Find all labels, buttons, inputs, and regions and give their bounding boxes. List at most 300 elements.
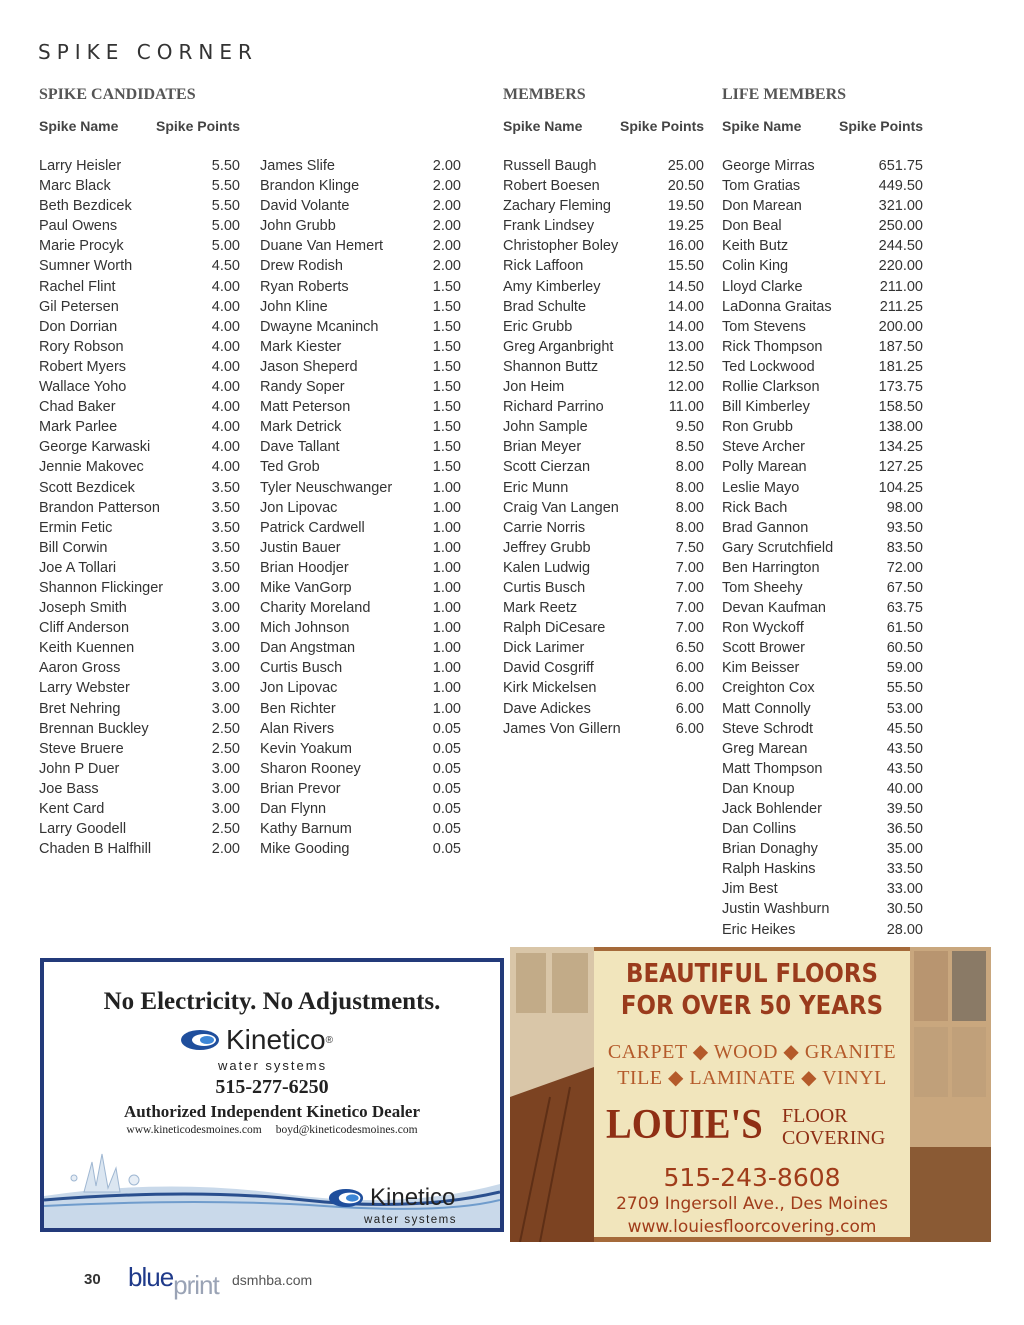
kinetico-logo-bottom (328, 1184, 455, 1212)
spike-points: 6.00 (675, 660, 704, 677)
list-item (503, 478, 704, 498)
list-item (503, 598, 704, 618)
list-item (39, 216, 240, 236)
spike-name: Tyler Neuschwanger (260, 479, 393, 496)
spike-name: Scott Cierzan (503, 459, 591, 476)
list-item (260, 478, 461, 498)
list-item (722, 879, 923, 899)
spike-points: 1.50 (432, 278, 461, 295)
spike-name: Russell Baugh (503, 158, 597, 174)
spike-points: 36.50 (886, 821, 923, 838)
spike-points: 13.00 (667, 338, 704, 355)
spike-points: 4.00 (211, 459, 240, 476)
spike-name: Chad Baker (39, 399, 116, 416)
spike-name: Mark Kiester (260, 338, 342, 355)
spike-name: Dan Knoup (722, 780, 795, 797)
kinetico-brand-bottom: Kinetico (370, 1184, 456, 1211)
spike-name: John Grubb (260, 218, 336, 235)
spike-name: Steve Bruere (39, 740, 124, 757)
spike-points: 449.50 (878, 178, 923, 195)
spike-points: 1.50 (432, 358, 461, 375)
spike-points: 3.00 (211, 620, 240, 637)
spike-points: 4.00 (211, 379, 240, 396)
list-item (722, 759, 923, 779)
kinetico-contact (44, 1124, 500, 1136)
list-item (722, 538, 923, 558)
spike-name: Alan Rivers (260, 720, 335, 737)
spike-name: James Von Gillern (503, 720, 621, 737)
spike-name: Bill Corwin (39, 539, 108, 556)
kinetico-brand: Kinetico (226, 1024, 326, 1055)
members-name-header: Spike Name (503, 118, 583, 134)
spike-name: Mich Johnson (260, 620, 350, 637)
spike-name: Matt Peterson (260, 399, 351, 416)
spike-points: 2.00 (432, 198, 461, 215)
spike-points: 1.00 (432, 479, 461, 496)
list-item (39, 196, 240, 216)
list-item (722, 618, 923, 638)
spike-points: 4.50 (211, 258, 240, 275)
list-item (722, 196, 923, 216)
spike-name: Gary Scrutchfield (722, 539, 834, 556)
spike-points: 1.00 (432, 519, 461, 536)
spike-points: 2.00 (211, 841, 240, 858)
spike-name: Carrie Norris (503, 519, 586, 536)
spike-points: 1.00 (432, 600, 461, 617)
spike-points: 0.05 (432, 821, 461, 838)
spike-points: 3.00 (211, 660, 240, 677)
spike-name: Christopher Boley (503, 238, 619, 255)
list-item (260, 377, 461, 397)
spike-points: 60.50 (886, 640, 923, 657)
spike-name: Don Marean (722, 198, 802, 215)
louies-name: LOUIE'S (606, 1102, 763, 1148)
spike-points: 138.00 (878, 419, 923, 436)
spike-name: Beth Bezdicek (39, 198, 132, 215)
spike-name: Ermin Fetic (39, 519, 113, 536)
list-item (39, 457, 240, 477)
spike-points: 1.00 (432, 499, 461, 516)
spike-name: George Karwaski (39, 439, 151, 456)
list-item (722, 357, 923, 377)
spike-name: Jeffrey Grubb (503, 539, 591, 556)
list-item (260, 176, 461, 196)
spike-points: 1.00 (432, 660, 461, 677)
spike-name: Bret Nehring (39, 700, 121, 717)
louies-phone: 515-243-8608 (663, 1163, 841, 1192)
list-item (722, 920, 923, 940)
spike-points: 7.00 (675, 600, 704, 617)
list-item (722, 638, 923, 658)
spike-points: 3.50 (211, 559, 240, 576)
spike-name: Rollie Clarkson (722, 379, 820, 396)
list-item (260, 839, 461, 859)
spike-points: 72.00 (886, 559, 923, 576)
spike-points: 7.00 (675, 559, 704, 576)
spike-points: 2.00 (432, 258, 461, 275)
list-item (39, 397, 240, 417)
spike-name: Richard Parrino (503, 399, 604, 416)
spike-points: 20.50 (667, 178, 704, 195)
list-item (39, 236, 240, 256)
spike-points: 8.00 (675, 519, 704, 536)
list-item (722, 578, 923, 598)
spike-points: 3.00 (211, 680, 240, 697)
list-item (260, 437, 461, 457)
list-item (39, 297, 240, 317)
spike-name: Ted Grob (260, 459, 320, 476)
list-item (503, 457, 704, 477)
list-item (503, 377, 704, 397)
spike-name: Kirk Mickelsen (503, 680, 597, 697)
list-item (722, 437, 923, 457)
list-item (39, 256, 240, 276)
list-item (503, 538, 704, 558)
list-item (503, 317, 704, 337)
list-item (39, 618, 240, 638)
list-item (503, 719, 704, 739)
spike-points: 19.25 (667, 218, 704, 235)
spike-points: 11.00 (668, 399, 704, 416)
spike-name: Mike VanGorp (260, 579, 352, 596)
list-item (260, 256, 461, 276)
kinetico-ad[interactable] (40, 958, 504, 1232)
kinetico-swirl-icon (180, 1029, 220, 1051)
list-item (39, 699, 240, 719)
list-item (260, 236, 461, 256)
kinetico-email-link[interactable]: boyd@kineticodesmoines.com (275, 1124, 418, 1136)
spike-points: 6.50 (675, 640, 704, 657)
spike-name: Steve Schrodt (722, 720, 814, 737)
spike-points: 14.00 (667, 318, 704, 335)
spike-name: Don Dorrian (39, 318, 118, 335)
spike-points: 1.50 (432, 338, 461, 355)
list-item (722, 176, 923, 196)
spike-points: 3.50 (211, 499, 240, 516)
list-item (503, 658, 704, 678)
list-item (260, 598, 461, 618)
spike-points: 93.50 (886, 519, 923, 536)
spike-name: Jon Lipovac (260, 499, 338, 516)
spike-points: 83.50 (886, 539, 923, 556)
spike-name: Tom Gratias (722, 178, 801, 195)
spike-name: Dwayne Mcaninch (260, 318, 379, 335)
spike-points: 40.00 (886, 780, 923, 797)
spike-points: 4.00 (211, 399, 240, 416)
spike-points: 3.00 (211, 600, 240, 617)
list-item (39, 277, 240, 297)
spike-name: Dick Larimer (503, 640, 585, 657)
spike-name: Jack Bohlender (722, 801, 822, 817)
spike-name: Greg Arganbright (503, 338, 614, 355)
list-item (503, 699, 704, 719)
spike-name: Brandon Klinge (260, 178, 360, 195)
list-item (722, 256, 923, 276)
spike-points: 3.00 (211, 760, 240, 777)
spike-name: Don Beal (722, 218, 782, 235)
list-item (39, 658, 240, 678)
spike-name: Scott Bezdicek (39, 479, 135, 496)
spike-points: 211.25 (879, 298, 923, 315)
spike-name: Craig Van Langen (503, 499, 619, 516)
list-item (722, 779, 923, 799)
louies-floor: FLOOR (782, 1105, 848, 1127)
spike-name: Rick Laffoon (503, 258, 584, 275)
spike-points: 0.05 (432, 841, 461, 858)
spike-points: 1.50 (432, 298, 461, 315)
spike-name: Bill Kimberley (722, 399, 810, 416)
spike-name: David Cosgriff (503, 660, 594, 677)
spike-name: David Volante (260, 198, 350, 215)
members-points-header: Spike Points (620, 118, 705, 134)
life-members-title: LIFE MEMBERS (722, 86, 847, 103)
life-members-list (722, 156, 923, 940)
spike-points: 6.00 (675, 680, 704, 697)
spike-points: 5.50 (211, 178, 240, 195)
spike-points: 250.00 (878, 218, 923, 235)
spike-points: 2.00 (432, 218, 461, 235)
list-item (503, 176, 704, 196)
spike-points: 1.50 (432, 439, 461, 456)
list-item (39, 518, 240, 538)
spike-points: 14.00 (667, 298, 704, 315)
list-item (260, 799, 461, 819)
logo-blue-text: blue (128, 1262, 174, 1292)
spike-points: 43.50 (886, 760, 923, 777)
members-title: MEMBERS (503, 86, 586, 103)
spike-points: 3.50 (211, 539, 240, 556)
candidates-list-b (260, 156, 461, 859)
spike-name: Curtis Busch (503, 579, 586, 596)
spike-name: Brad Schulte (503, 298, 587, 315)
spike-name: Larry Goodell (39, 821, 127, 838)
candidates-name-header: Spike Name (39, 118, 119, 134)
list-item (39, 759, 240, 779)
list-item (722, 699, 923, 719)
list-item (260, 658, 461, 678)
spike-points: 4.00 (211, 298, 240, 315)
spike-points: 4.00 (211, 439, 240, 456)
spike-points: 8.50 (675, 439, 704, 456)
list-item (722, 337, 923, 357)
spike-name: Leslie Mayo (722, 479, 800, 496)
list-item (260, 277, 461, 297)
spike-points: 211.00 (879, 278, 923, 295)
spike-name: Gil Petersen (39, 298, 119, 315)
spike-points: 1.50 (432, 318, 461, 335)
spike-name: Steve Archer (722, 439, 806, 456)
list-item (39, 377, 240, 397)
list-item (722, 317, 923, 337)
list-item (39, 598, 240, 618)
list-item (722, 216, 923, 236)
kinetico-website-link[interactable]: www.kineticodesmoines.com (126, 1124, 262, 1136)
list-item (39, 498, 240, 518)
list-item (39, 799, 240, 819)
spike-points: 1.00 (432, 640, 461, 657)
list-item (503, 297, 704, 317)
spike-points: 12.00 (667, 379, 704, 396)
list-item (503, 578, 704, 598)
spike-name: Polly Marean (722, 459, 807, 476)
list-item (39, 176, 240, 196)
spike-points: 3.50 (211, 479, 240, 496)
spike-name: Kalen Ludwig (503, 559, 591, 576)
spike-points: 7.00 (675, 579, 704, 596)
spike-name: Drew Rodish (260, 258, 343, 275)
list-item (722, 558, 923, 578)
spike-name: Keith Butz (722, 238, 789, 255)
spike-name: Aaron Gross (39, 660, 121, 677)
spike-name: John Sample (503, 419, 588, 436)
spike-name: Brennan Buckley (39, 720, 149, 737)
list-item (260, 719, 461, 739)
spike-name: Rick Thompson (722, 338, 823, 355)
list-item (39, 779, 240, 799)
spike-name: Creighton Cox (722, 680, 815, 697)
spike-name: Charity Moreland (260, 600, 371, 617)
list-item (503, 638, 704, 658)
kinetico-dealer: Authorized Independent Kinetico Dealer (123, 1102, 421, 1121)
louies-website-link[interactable]: www.louiesfloorcovering.com (627, 1217, 877, 1237)
spike-name: Brian Prevor (260, 780, 341, 797)
spike-name: Larry Heisler (39, 158, 122, 174)
spike-name: Matt Connolly (722, 700, 811, 717)
spike-name: Sharon Rooney (260, 760, 361, 777)
list-item (503, 196, 704, 216)
list-item (260, 538, 461, 558)
spike-points: 59.00 (886, 660, 923, 677)
spike-name: Eric Munn (503, 479, 569, 496)
list-item (722, 799, 923, 819)
spike-points: 200.00 (878, 318, 923, 335)
spike-points: 43.50 (886, 740, 923, 757)
spike-name: Brian Meyer (503, 439, 582, 456)
spike-name: Jon Lipovac (260, 680, 338, 697)
spike-points: 2.00 (432, 158, 461, 174)
list-item (260, 156, 461, 176)
list-item (503, 236, 704, 256)
spike-points: 3.00 (211, 700, 240, 717)
list-item (39, 578, 240, 598)
spike-points: 45.50 (886, 720, 923, 737)
spike-points: 2.50 (211, 740, 240, 757)
list-item (260, 457, 461, 477)
spike-points: 1.00 (432, 700, 461, 717)
list-item (39, 739, 240, 759)
list-item (260, 578, 461, 598)
spike-points: 158.50 (878, 399, 923, 416)
list-item (260, 216, 461, 236)
spike-name: Jim Best (722, 881, 778, 898)
list-item (39, 156, 240, 176)
spike-points: 173.75 (878, 379, 923, 396)
spike-points: 7.00 (675, 620, 704, 637)
list-item (260, 699, 461, 719)
spike-name: Brad Gannon (722, 519, 809, 536)
spike-name: Jason Sheperd (260, 358, 358, 375)
spike-name: Robert Myers (39, 358, 127, 375)
spike-name: Frank Lindsey (503, 218, 595, 235)
spike-points: 134.25 (878, 439, 923, 456)
spike-points: 1.50 (432, 379, 461, 396)
list-item (503, 337, 704, 357)
spike-points: 14.50 (667, 278, 704, 295)
list-item (722, 297, 923, 317)
spike-name: LaDonna Graitas (722, 298, 832, 315)
spike-name: Kent Card (39, 801, 105, 817)
list-item (260, 759, 461, 779)
spike-name: Rory Robson (39, 338, 124, 355)
spike-name: Ron Wyckoff (722, 620, 804, 637)
spike-points: 4.00 (211, 338, 240, 355)
list-item (503, 558, 704, 578)
kinetico-logo (180, 1024, 333, 1056)
spike-name: Ron Grubb (722, 419, 793, 436)
spike-name: Dave Tallant (260, 439, 340, 456)
list-item (39, 357, 240, 377)
list-item (722, 377, 923, 397)
spike-name: Joseph Smith (39, 600, 127, 617)
list-item (39, 337, 240, 357)
spike-points: 2.00 (432, 238, 461, 255)
louies-panel (594, 951, 910, 1237)
list-item (503, 357, 704, 377)
spike-name: Ralph Haskins (722, 861, 816, 878)
spike-name: Ben Richter (260, 700, 336, 717)
list-item (503, 498, 704, 518)
spike-name: Dave Adickes (503, 700, 591, 717)
spike-name: Ben Harrington (722, 559, 820, 576)
spike-name: Ryan Roberts (260, 278, 349, 295)
spike-name: Justin Bauer (260, 539, 341, 556)
spike-points: 0.05 (432, 760, 461, 777)
spike-points: 6.00 (675, 720, 704, 737)
spike-points: 8.00 (675, 499, 704, 516)
list-item (260, 518, 461, 538)
spike-name: Scott Brower (722, 640, 805, 657)
spike-points: 244.50 (878, 238, 923, 255)
site-link[interactable]: dsmhba.com (232, 1272, 313, 1288)
kinetico-phone: 515-277-6250 (215, 1076, 329, 1098)
spike-name: Colin King (722, 258, 789, 275)
spike-points: 7.50 (675, 539, 704, 556)
spike-points: 321.00 (878, 198, 923, 215)
spike-name: Larry Webster (39, 680, 130, 697)
list-item (503, 417, 704, 437)
list-item (722, 678, 923, 698)
spike-name: Mark Reetz (503, 600, 578, 617)
logo-print-text: print (173, 1270, 219, 1300)
spike-name: Marc Black (39, 178, 111, 195)
list-item (260, 357, 461, 377)
kinetico-subbrand-bottom: water systems (364, 1214, 457, 1226)
spike-points: 28.00 (886, 921, 923, 938)
spike-points: 39.50 (886, 801, 923, 817)
list-item (260, 558, 461, 578)
spike-points: 104.25 (878, 479, 923, 496)
spike-points: 33.00 (886, 881, 923, 898)
spike-points: 0.05 (432, 801, 461, 817)
list-item (722, 457, 923, 477)
spike-points: 1.00 (432, 680, 461, 697)
list-item (39, 638, 240, 658)
list-item (722, 598, 923, 618)
spike-name: Paul Owens (39, 218, 118, 235)
list-item (722, 819, 923, 839)
spike-points: 0.05 (432, 720, 461, 737)
louies-ad[interactable] (510, 947, 991, 1242)
